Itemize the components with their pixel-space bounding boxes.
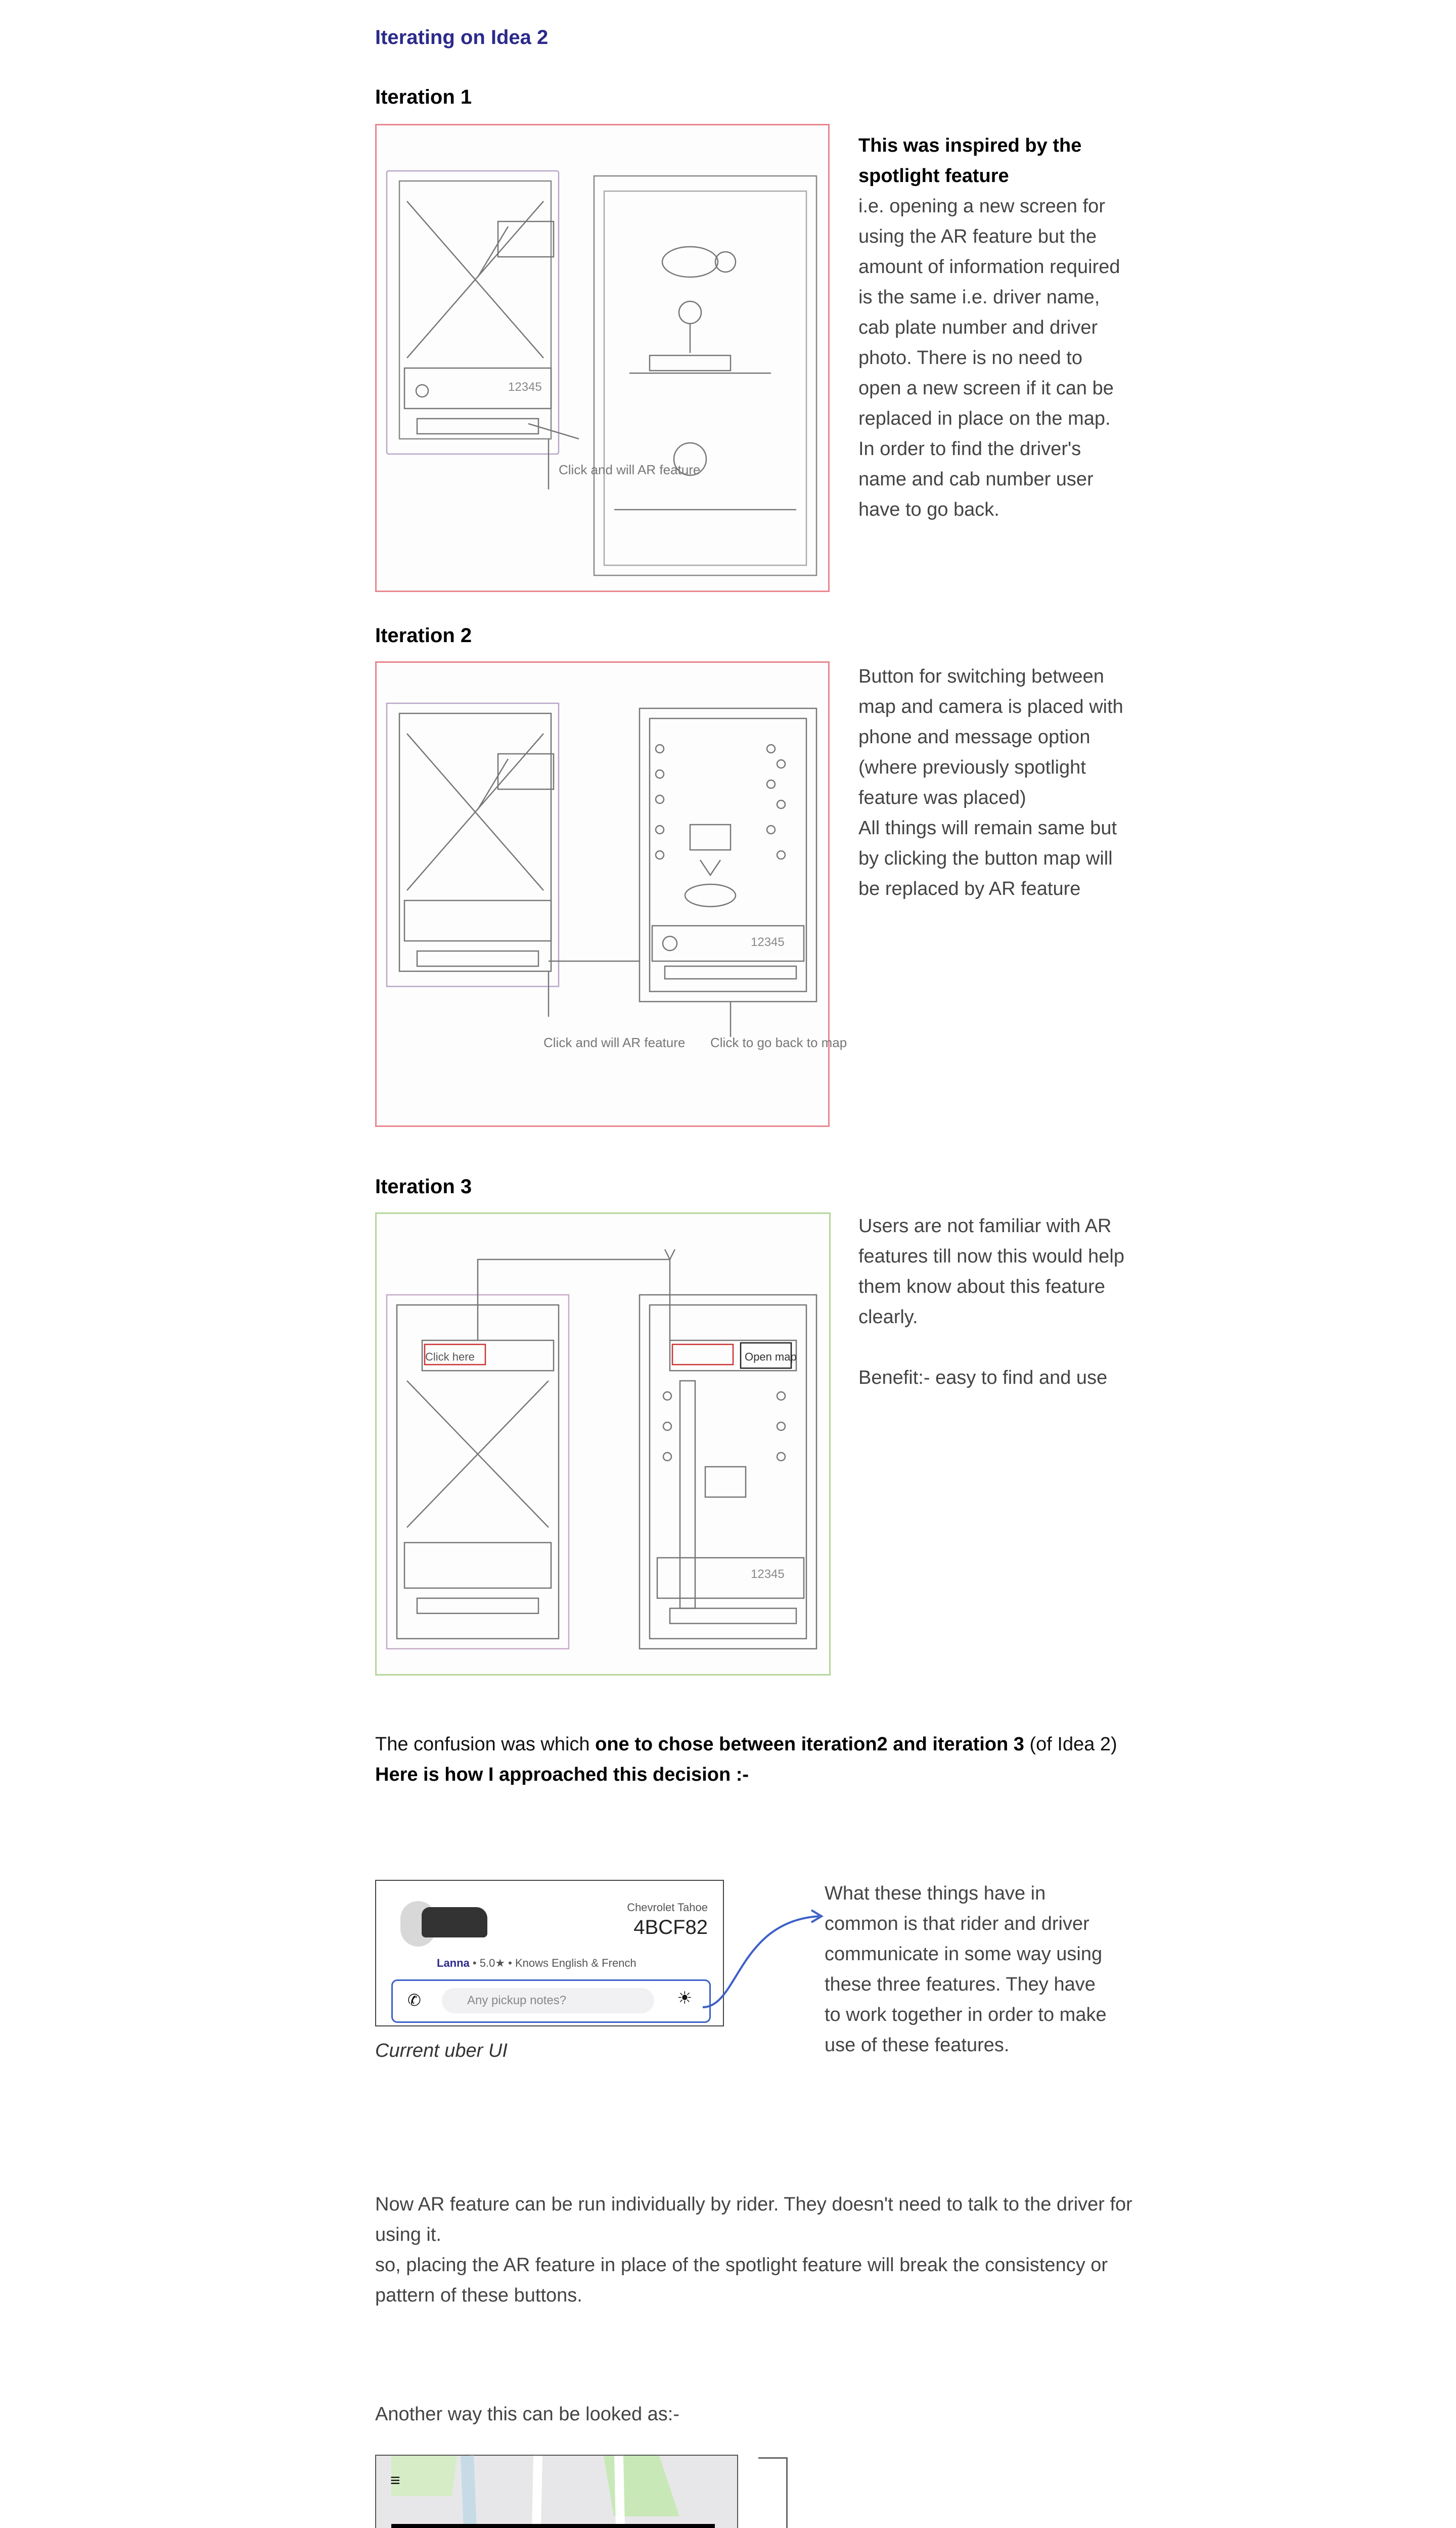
current-ui-explanation: What these things have in common is that rider and driver communicate in some way using these three features. They have to work together in order to make use of these features. bbox=[825, 1883, 1107, 2056]
driver-languages: Knows English & French bbox=[515, 1957, 636, 1969]
menu-icon[interactable]: ≡ bbox=[390, 2471, 400, 2490]
locating-bracket bbox=[758, 2457, 788, 2528]
iteration2-body: Button for switching between map and camera is placed with phone and message option (where previously spotlight feature was placed) bbox=[858, 666, 1123, 808]
iteration3-body: Users are not familiar with AR features till now this would help them know about this feature clearly. bbox=[858, 1215, 1124, 1328]
iteration3-text bbox=[858, 1211, 1126, 1393]
iteration2-sketch bbox=[375, 661, 847, 1127]
ar-line1: Now AR feature can be run individually by rider. They doesn't need to talk to the driver for using it. bbox=[375, 2194, 1132, 2245]
iteration2-sketch-note2: Click to go back to map bbox=[710, 1035, 847, 1050]
iteration3-sketch-label-a: Click here bbox=[425, 1350, 475, 1363]
iteration1-sketch-note: Click and will AR feature bbox=[559, 462, 701, 477]
ar-line2: so, placing the AR feature in place of the spotlight feature will break the consistency or pattern of these buttons. bbox=[375, 2254, 1108, 2306]
iteration1-body: i.e. opening a new screen for using the AR feature but the amount of information required is the same i.e. driver name, cab plate number and driver photo. There is no need to open a new screen if it can be replaced in place on the map. bbox=[858, 196, 1120, 429]
driver-name: Lanna bbox=[437, 1957, 470, 1969]
confusion-post: (of Idea 2) bbox=[1024, 1734, 1117, 1755]
ar-paragraph bbox=[375, 2189, 1159, 2311]
iteration2-title: Iteration 2 bbox=[375, 624, 472, 647]
iteration2-text bbox=[858, 661, 1126, 904]
iteration1-heading: This was inspired by the spotlight feature bbox=[858, 135, 1082, 187]
iteration1-title: Iteration 1 bbox=[375, 86, 472, 108]
iteration2-body2: All things will remain same but by clicking the button map will be replaced by AR feature bbox=[858, 818, 1117, 899]
current-uber-card bbox=[375, 1880, 724, 2026]
iteration3-sketch-label-b: Open map bbox=[745, 1350, 797, 1363]
iteration1-sketch bbox=[375, 124, 830, 592]
driver-info: Lanna • 5.0★ • Knows English & French bbox=[437, 1957, 636, 1969]
confusion-bold: one to chose between iteration2 and iteration 3 bbox=[595, 1734, 1024, 1755]
car-plate: 4BCF82 bbox=[633, 1916, 708, 1938]
pickup-banner bbox=[391, 2524, 715, 2528]
map-screenshot bbox=[375, 2455, 738, 2528]
confusion-line2: Here is how I approached this decision :- bbox=[375, 1764, 749, 1785]
current-ui-caption: Current uber UI bbox=[375, 2040, 508, 2061]
pickup-notes-input[interactable]: Any pickup notes? bbox=[442, 1988, 654, 2013]
page-title: Iterating on Idea 2 bbox=[375, 26, 549, 49]
driver-rating: 5.0★ bbox=[479, 1957, 506, 1969]
iteration2-sketch-note: Click and will AR feature bbox=[543, 1035, 686, 1050]
phone-icon[interactable]: ✆ bbox=[407, 1991, 421, 2009]
iteration2-sketch-num: 12345 bbox=[751, 935, 785, 949]
callout-arrow bbox=[698, 1906, 829, 2012]
confusion-text bbox=[375, 1729, 1184, 1790]
iteration3-sketch-num: 12345 bbox=[751, 1567, 785, 1581]
confusion-pre: The confusion was which bbox=[375, 1734, 596, 1755]
iteration1-body2: In order to find the driver's name and cab number user have to go back. bbox=[858, 438, 1094, 520]
another-way-heading: Another way this can be looked as:- bbox=[375, 2404, 680, 2425]
spotlight-icon[interactable]: ☀ bbox=[677, 1989, 693, 2008]
iteration1-text bbox=[858, 130, 1126, 525]
iteration3-body2: Benefit:- easy to find and use bbox=[858, 1367, 1108, 1388]
iteration3-title: Iteration 3 bbox=[375, 1176, 472, 1198]
car-model: Chevrolet Tahoe bbox=[627, 1901, 708, 1914]
car-image bbox=[422, 1907, 487, 1937]
iteration3-sketch bbox=[375, 1212, 831, 1676]
iteration1-sketch-num: 12345 bbox=[508, 380, 542, 394]
